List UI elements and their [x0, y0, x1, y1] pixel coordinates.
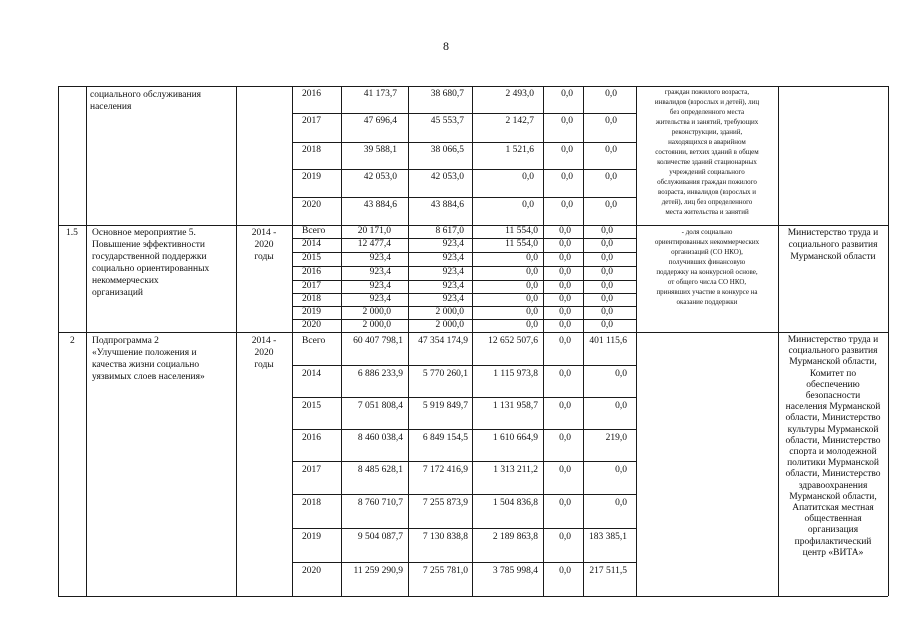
period-line: 2014 -	[251, 228, 277, 238]
indicator-line: состоянии, ветхих зданий в общем	[655, 148, 759, 156]
cell-federal: 1 610 664,9	[492, 433, 538, 443]
cell-year: 2018	[302, 498, 321, 508]
cell-federal: 0,0	[522, 172, 534, 182]
cell-year: Всего	[302, 226, 326, 236]
cell-extra: 0,0	[605, 89, 617, 99]
row-rule	[292, 494, 636, 495]
cell-extra: 0,0	[615, 498, 627, 508]
cell-local: 0,0	[559, 336, 571, 346]
cell-extra: 0,0	[601, 226, 613, 236]
cell-local: 0,0	[559, 566, 571, 576]
executor-line: культуры Мурманской	[787, 424, 879, 435]
cell-year: 2020	[302, 320, 321, 330]
cell-regional: 6 849 154,5	[422, 433, 468, 443]
cell-regional: 47 354 174,9	[418, 336, 468, 346]
cell-total: 923,4	[369, 294, 391, 304]
cell-total: 39 588,1	[363, 145, 397, 155]
row-rule	[292, 365, 636, 366]
cell-regional: 5 770 260,1	[422, 369, 468, 379]
indicator-line: возраста, инвалидов (взрослых и	[657, 188, 757, 196]
cell-federal: 1 313 211,2	[493, 465, 538, 475]
cell-total: 6 886 233,9	[357, 369, 403, 379]
cell-local: 0,0	[559, 239, 571, 249]
indicator-line: места жительства и занятий	[665, 208, 749, 216]
cell-federal: 11 554,0	[505, 239, 538, 249]
row-rule	[292, 113, 636, 114]
cell-year: 2016	[302, 89, 321, 99]
cell-extra: 0,0	[601, 253, 613, 263]
cell-regional: 7 255 873,9	[422, 498, 468, 508]
cell-extra: 217 511,5	[589, 566, 627, 576]
indicator-line: ориентированных некоммерческих	[654, 238, 760, 246]
cell-extra: 0,0	[601, 281, 613, 291]
cell-total: 923,4	[369, 281, 391, 291]
cell-total: 43 884,6	[363, 200, 397, 210]
column-rule-1	[86, 86, 87, 596]
row-rule	[292, 197, 636, 198]
row-name-line: социального обслуживания	[90, 90, 202, 100]
period-line: 2014 -	[251, 336, 277, 346]
cell-local: 0,0	[559, 369, 571, 379]
cell-extra: 0,0	[605, 116, 617, 126]
executor-line: социального развития	[788, 240, 878, 250]
executor-line: области, Министерство	[785, 435, 881, 446]
cell-local: 0,0	[561, 200, 573, 210]
cell-extra: 0,0	[601, 239, 613, 249]
cell-federal: 2 493,0	[505, 89, 534, 99]
column-rule-10	[778, 86, 779, 596]
indicator-line: учреждений социального	[669, 168, 745, 176]
executor-line: социального развития	[788, 346, 878, 357]
column-rule-0	[58, 86, 59, 596]
cell-regional: 45 553,7	[430, 116, 464, 126]
cell-year: 2020	[302, 566, 321, 576]
cell-federal: 2 142,7	[505, 116, 534, 126]
cell-total: 2 000,0	[362, 307, 391, 317]
row-name-line: Подпрограмма 2	[92, 336, 159, 346]
cell-federal: 0,0	[522, 200, 534, 210]
row-number: 1.5	[66, 228, 78, 238]
cell-extra: 0,0	[601, 267, 613, 277]
executor-line: Апатитская местная	[792, 503, 874, 513]
cell-total: 11 259 290,9	[353, 566, 403, 576]
cell-regional: 923,4	[442, 294, 464, 304]
cell-federal: 1 131 958,7	[492, 401, 538, 411]
cell-extra: 219,0	[605, 433, 627, 443]
cell-federal: 3 785 998,4	[492, 566, 538, 576]
cell-extra: 0,0	[605, 200, 617, 210]
indicator-line: без определенного места	[669, 108, 745, 116]
table-bottom-rule	[58, 596, 888, 597]
cell-total: 47 696,4	[363, 116, 397, 126]
cell-local: 0,0	[561, 89, 573, 99]
indicator-line: обслуживания граждан пожилого	[657, 178, 757, 186]
cell-year: 2017	[302, 116, 321, 126]
row-name-line: социально ориентированных	[92, 264, 210, 274]
cell-regional: 923,4	[442, 253, 464, 263]
cell-year: Всего	[302, 336, 326, 346]
indicator-line: детей), лиц без определенного	[661, 198, 753, 206]
cell-local: 0,0	[559, 465, 571, 475]
column-rule-11	[888, 86, 889, 596]
executor-line: Мурманской области,	[789, 357, 877, 368]
cell-regional: 923,4	[442, 281, 464, 291]
cell-extra: 0,0	[605, 172, 617, 182]
cell-extra: 401 115,6	[589, 336, 627, 346]
cell-federal: 0,0	[526, 294, 538, 304]
row-rule	[292, 397, 636, 398]
executor-line: здравоохранения	[798, 480, 868, 491]
executor-line: организация	[807, 525, 859, 536]
executor-line: Мурманской области,	[789, 491, 877, 502]
cell-regional: 43 884,6	[430, 200, 464, 210]
row-rule	[292, 169, 636, 170]
cell-year: 2015	[302, 401, 321, 411]
cell-extra: 0,0	[601, 320, 613, 330]
page-number: 8	[443, 39, 449, 53]
cell-extra: 0,0	[615, 465, 627, 475]
cell-total: 8 460 038,4	[357, 433, 403, 443]
cell-year: 2015	[302, 253, 321, 263]
cell-regional: 923,4	[442, 239, 464, 249]
row-name-line: «Улучшение положения и	[92, 348, 197, 358]
cell-federal: 0,0	[526, 267, 538, 277]
cell-federal: 11 554,0	[505, 226, 538, 236]
indicator-line: организаций (СО НКО),	[671, 248, 743, 256]
cell-local: 0,0	[559, 294, 571, 304]
table-top-rule	[58, 86, 888, 87]
cell-extra: 183 385,1	[589, 532, 627, 542]
indicator-line: от общего числа СО НКО,	[667, 278, 747, 286]
cell-regional: 8 617,0	[435, 226, 464, 236]
block-rule	[58, 332, 888, 333]
cell-year: 2017	[302, 281, 321, 291]
cell-regional: 5 919 849,7	[422, 401, 468, 411]
cell-regional: 2 000,0	[435, 307, 464, 317]
cell-extra: 0,0	[615, 401, 627, 411]
cell-total: 42 053,0	[363, 172, 397, 182]
cell-extra: 0,0	[615, 369, 627, 379]
executor-line: Министерство труда и	[787, 228, 879, 238]
cell-year: 2018	[302, 294, 321, 304]
cell-total: 2 000,0	[362, 320, 391, 330]
row-rule	[292, 562, 636, 563]
executor-line: области, Министерство	[785, 413, 881, 424]
indicator-line: реконструкции, зданий,	[671, 128, 743, 136]
row-name-line: некоммерческих	[92, 276, 159, 286]
executor-line: профилактический	[794, 536, 872, 547]
cell-regional: 7 255 781,0	[422, 566, 468, 576]
cell-year: 2019	[302, 172, 321, 182]
cell-regional: 923,4	[442, 267, 464, 277]
cell-federal: 1 504 836,8	[492, 498, 538, 508]
cell-total: 41 173,7	[363, 89, 397, 99]
row-name-line: качества жизни социально	[92, 360, 200, 370]
row-name-line: организаций	[92, 288, 144, 298]
cell-total: 8 485 628,1	[357, 465, 403, 475]
executor-line: безопасности	[805, 391, 861, 401]
row-name-line: Повышение эффективности	[92, 240, 205, 250]
indicator-line: инвалидов (взрослых и детей), лиц	[654, 98, 760, 106]
executor-line: общественная	[804, 514, 862, 525]
cell-federal: 2 189 863,8	[492, 532, 538, 542]
cell-federal: 12 652 507,6	[488, 336, 538, 346]
cell-year: 2016	[302, 433, 321, 443]
cell-local: 0,0	[561, 116, 573, 126]
row-name-line: уязвимых слоев населения»	[92, 372, 205, 382]
row-rule	[292, 528, 636, 529]
cell-year: 2019	[302, 532, 321, 542]
row-rule	[292, 142, 636, 143]
cell-federal: 1 521,6	[505, 145, 534, 155]
executor-line: обеспечению	[806, 379, 860, 390]
cell-extra: 0,0	[605, 145, 617, 155]
cell-local: 0,0	[559, 253, 571, 263]
row-rule	[292, 461, 636, 462]
cell-regional: 42 053,0	[430, 172, 464, 182]
executor-line: области, Министерство	[785, 469, 881, 480]
indicator-line: количестве зданий стационарных	[657, 158, 757, 166]
cell-total: 60 407 798,1	[353, 336, 403, 346]
cell-extra: 0,0	[601, 294, 613, 304]
cell-total: 7 051 808,4	[357, 401, 403, 411]
cell-year: 2019	[302, 307, 321, 317]
executor-line: спорта и молодежной	[789, 447, 877, 457]
cell-year: 2018	[302, 145, 321, 155]
period-line: 2020	[254, 348, 274, 358]
cell-regional: 38 066,5	[430, 145, 464, 155]
indicator-line: находящихся в аварийном	[668, 138, 746, 146]
column-rule-9	[636, 86, 637, 596]
cell-federal: 0,0	[526, 320, 538, 330]
indicator-line: поддержку на конкурсной основе,	[656, 268, 758, 276]
cell-extra: 0,0	[601, 307, 613, 317]
row-rule	[292, 429, 636, 430]
cell-local: 0,0	[561, 145, 573, 155]
cell-local: 0,0	[559, 226, 571, 236]
cell-total: 20 171,0	[357, 226, 391, 236]
cell-total: 923,4	[369, 267, 391, 277]
cell-federal: 1 115 973,8	[493, 369, 538, 379]
row-name-line: Основное мероприятие 5.	[92, 228, 196, 238]
period-line: 2020	[254, 240, 274, 250]
cell-federal: 0,0	[526, 253, 538, 263]
cell-local: 0,0	[559, 498, 571, 508]
indicator-line: получивших финансовую	[668, 258, 746, 266]
cell-total: 12 477,4	[357, 239, 391, 249]
cell-federal: 0,0	[526, 307, 538, 317]
executor-line: Министерство труда и	[787, 335, 879, 345]
indicator-line: оказание поддержки	[676, 298, 738, 306]
indicator-line: жительства и занятий, требующих	[655, 118, 759, 126]
cell-year: 2017	[302, 465, 321, 475]
cell-year: 2020	[302, 200, 321, 210]
executor-line: населения Мурманской	[785, 402, 881, 413]
cell-regional: 38 680,7	[430, 89, 464, 99]
period-line: годы	[254, 360, 274, 370]
cell-total: 8 760 710,7	[357, 498, 403, 508]
executor-line: политики Мурманской	[787, 458, 879, 469]
cell-year: 2014	[302, 369, 321, 379]
executor-line: центр «ВИТА»	[802, 547, 864, 558]
column-rule-3	[292, 86, 293, 596]
cell-regional: 2 000,0	[435, 320, 464, 330]
indicator-line: - доля социально	[681, 228, 733, 236]
period-line: годы	[254, 252, 274, 262]
cell-regional: 7 172 416,9	[422, 465, 468, 475]
cell-local: 0,0	[559, 307, 571, 317]
cell-year: 2016	[302, 267, 321, 277]
cell-year: 2014	[302, 239, 321, 249]
cell-local: 0,0	[559, 281, 571, 291]
cell-local: 0,0	[559, 532, 571, 542]
row-number: 2	[70, 336, 75, 346]
cell-local: 0,0	[559, 320, 571, 330]
indicator-line: принявших участие в конкурсе на	[656, 288, 758, 296]
cell-local: 0,0	[559, 433, 571, 443]
cell-local: 0,0	[561, 172, 573, 182]
row-name-line: государственной поддержки	[92, 252, 207, 262]
cell-regional: 7 130 838,8	[422, 532, 468, 542]
cell-total: 923,4	[369, 253, 391, 263]
cell-local: 0,0	[559, 401, 571, 411]
row-name-line: населения	[90, 102, 132, 112]
cell-local: 0,0	[559, 267, 571, 277]
cell-federal: 0,0	[526, 281, 538, 291]
cell-total: 9 504 087,7	[357, 532, 403, 542]
indicator-line: граждан пожилого возраста,	[664, 88, 750, 96]
executor-line: Комитет по	[809, 368, 857, 379]
executor-line: Мурманской области	[790, 252, 876, 262]
